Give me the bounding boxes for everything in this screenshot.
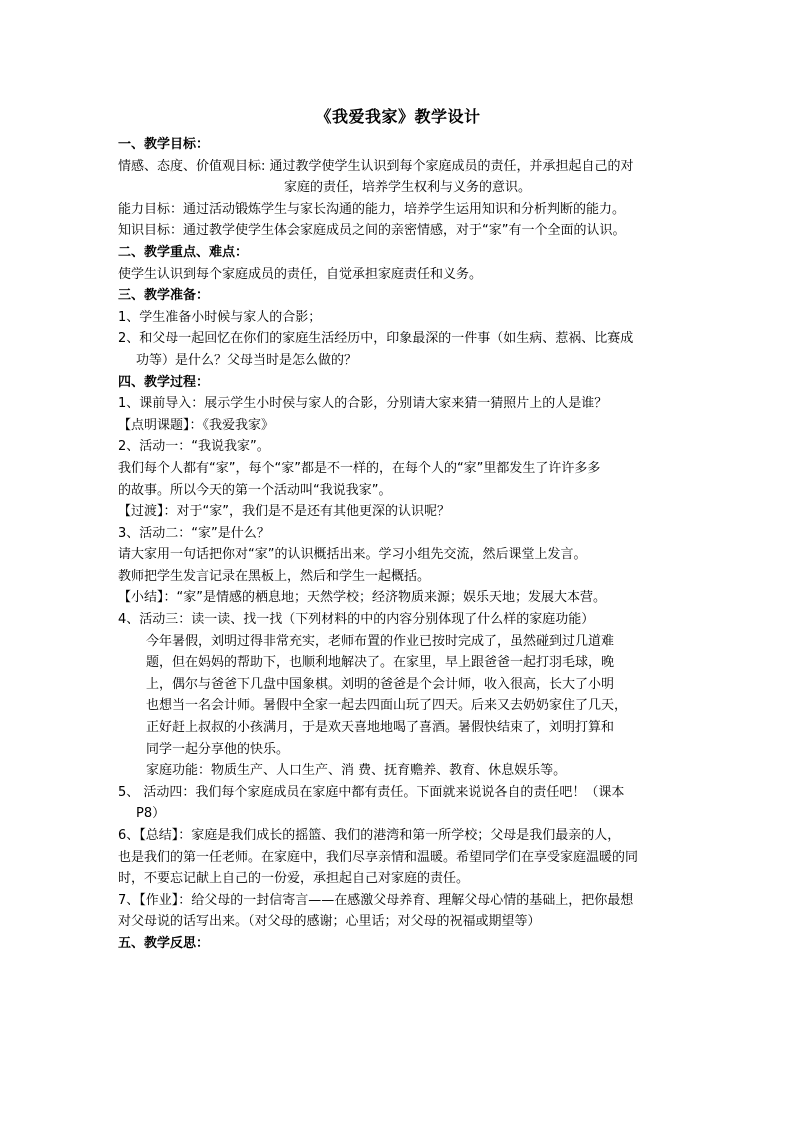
process-activity-1: 2、活动一：“我说我家”。 [118, 439, 270, 455]
objective-emotion: 情感、态度、价值观目标: 通过教学使学生认识到每个家庭成员的责任，并承担起自己的对 [118, 158, 634, 174]
process-conclusion-cont-1: 也是我们的第一任老师。在家庭中，我们尽享亲情和温暖。希望同学们在享受家庭温暖的同 [118, 849, 639, 865]
preparation-item-1: 1、学生准备小时候与家人的合影； [118, 309, 322, 325]
section-heading-objectives: 一、教学目标： [118, 137, 210, 152]
document-title: 《我爱我家》教学设计 [315, 107, 481, 126]
process-summary: 【小结】：“家”是情感的栖息地；天然学校；经济物质来源；娱乐天地；发展大本营。 [118, 590, 606, 606]
story-line: 同学一起分享他的快乐。 [146, 741, 290, 757]
objective-emotion-cont: 家庭的责任，培养学生权利与义务的意识。 [284, 180, 532, 196]
process-homework: 7、【作业】：给父母的一封信寄言——在感激父母养育、理解父母心情的基础上，把你最想 [118, 892, 634, 908]
process-activity-4-cont: P8） [136, 806, 166, 822]
document-body [118, 104, 678, 955]
objective-ability: 能力目标：通过活动锻炼学生与家长沟通的能力，培养学生运用知识和分析判断的能力。 [118, 201, 626, 217]
objective-knowledge: 知识目标：通过教学使学生体会家庭成员之间的亲密情感，对于“家”有一个全面的认识。 [118, 223, 626, 239]
process-activity-2-text-2: 教师把学生发言记录在黑板上，然后和学生一起概括。 [118, 568, 431, 584]
preparation-item-2: 2、和父母一起回忆在你们的家庭生活经历中，印象最深的一件事（如生病、惹祸、比赛成 [118, 331, 634, 347]
process-conclusion: 6、【总结】：家庭是我们成长的摇篮、我们的港湾和第一所学校；父母是我们最亲的人， [118, 828, 621, 843]
section-heading-preparation: 三、教学准备： [118, 288, 210, 304]
process-activity-3: 4、活动三：读一读、找一找（下列材料的中的内容分别体现了什么样的家庭功能） [118, 612, 595, 628]
story-line: 题，但在妈妈的帮助下，也顺利地解决了。在家里，早上跟爸爸一起打羽毛球，晚 [146, 655, 615, 671]
story-line: 也想当一名会计师。暑假中全家一起去四面山玩了四天。后来又去奶奶家住了几天， [146, 698, 628, 714]
section-heading-process: 四、教学过程： [118, 374, 210, 390]
process-activity-1-text: 我们每个人都有“家”，每个“家”都是不一样的，在每个人的“家”里都发生了许许多多 [118, 460, 601, 476]
process-conclusion-cont-2: 时，不要忘记献上自己的一份爱，承担起自己对家庭的责任。 [118, 871, 470, 887]
family-functions: 家庭功能：物质生产、人口生产、消 费、抚育赡养、教育、休息娱乐等。 [146, 763, 567, 779]
process-homework-cont: 对父母说的话写出来。（对父母的感谢；心里话；对父母的祝福或期望等） [118, 914, 541, 930]
story-line: 上，偶尔与爸爸下几盘中国象棋。刘明的爸爸是个会计师，收入很高，长大了小明 [146, 676, 615, 692]
process-activity-2-text: 请大家用一句话把你对“家”的认识概括出来。学习小组先交流，然后课堂上发言。 [118, 547, 587, 563]
story-line: 今年暑假，刘明过得非常充实，老师布置的作业已按时完成了，虽然碰到过几道难 [146, 633, 615, 649]
process-topic: 【点明课题】：《我爱我家》 [118, 417, 275, 433]
process-activity-1-text-cont: 的故事。所以今天的第一个活动叫“我说我家”。 [118, 482, 392, 498]
story-line: 正好赶上叔叔的小孩满月，于是欢天喜地地喝了喜酒。暑假快结束了，刘明打算和 [146, 720, 615, 736]
process-intro: 1、课前导入：展示学生小时侯与家人的合影，分别请大家来猜一猜照片上的人是谁？ [118, 396, 608, 412]
section-heading-keypoints: 二、教学重点、难点： [118, 244, 249, 260]
process-transition: 【过渡】：对于“家”，我们是不是还有其他更深的认识呢？ [118, 504, 450, 520]
process-activity-4: 5、 活动四：我们每个家庭成员在家庭中都有责任。下面就来说说各自的责任吧！（课本 [118, 784, 625, 800]
process-activity-2: 3、活动二：“家”是什么？ [118, 525, 270, 541]
keypoints-text: 使学生认识到每个家庭成员的责任，自觉承担家庭责任和义务。 [118, 266, 483, 282]
preparation-item-2-cont: 功等）是什么？父母当时是怎么做的？ [136, 352, 358, 368]
section-heading-reflection: 五、教学反思： [118, 935, 210, 951]
